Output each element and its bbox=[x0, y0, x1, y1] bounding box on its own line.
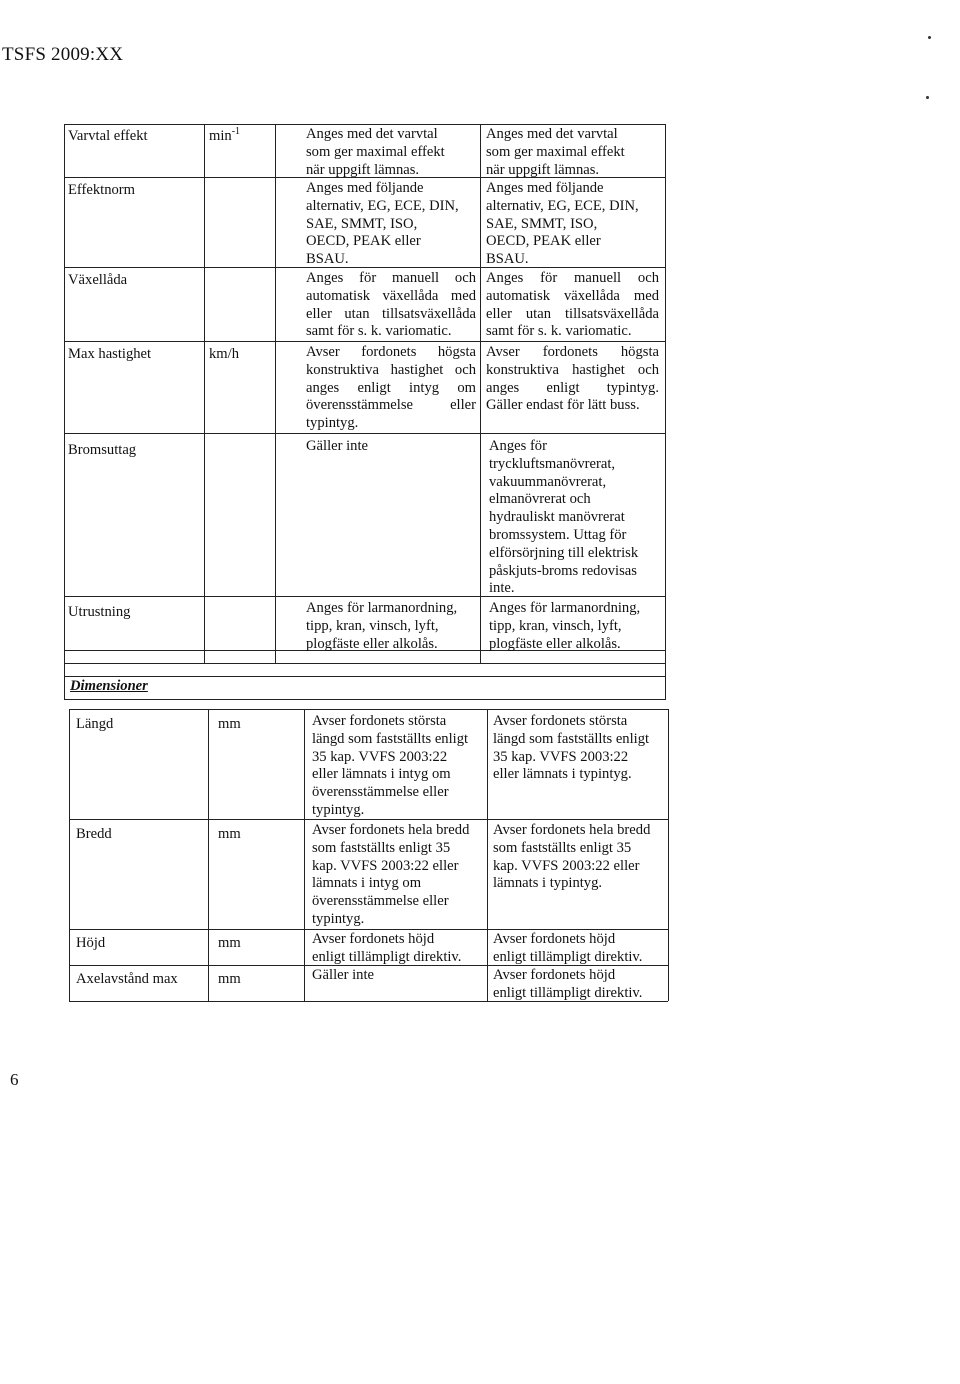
cell-line: Anges för manuell och bbox=[306, 270, 476, 286]
dim-bredd-col1 bbox=[312, 822, 484, 929]
cell-line: Avser fordonets hela bredd bbox=[312, 822, 470, 838]
cell-line: lämnats i typintyg. bbox=[493, 875, 603, 892]
cell-line: Anges med det varvtal bbox=[486, 126, 618, 142]
cell-line: Gäller inte bbox=[306, 438, 368, 454]
dim-unit: mm bbox=[218, 935, 241, 951]
dim-label-bredd: Bredd bbox=[76, 826, 112, 842]
row-label-bromsuttag: Bromsuttag bbox=[68, 442, 137, 458]
cell-line: Anges för larmanordning, bbox=[489, 600, 641, 616]
row-bromsuttag-col1 bbox=[306, 438, 476, 456]
document-header: TSFS 2009:XX bbox=[2, 44, 124, 65]
row-vaxellada-col1 bbox=[306, 270, 476, 341]
cell-line: samt för s. k. variomatic. bbox=[306, 323, 452, 340]
cell-line: tipp, kran, vinsch, lyft, bbox=[306, 617, 439, 634]
row-bromsuttag-col2 bbox=[489, 438, 661, 598]
row-utrustning-col1 bbox=[306, 600, 476, 653]
cell-line: överensstämmelse eller bbox=[312, 784, 449, 801]
cell-line: inte. bbox=[489, 580, 515, 597]
cell-line: eller lämnats i typintyg. bbox=[493, 766, 632, 783]
dim-unit: mm bbox=[218, 826, 241, 842]
cell-line: elmanövrerat och bbox=[489, 491, 591, 508]
cell-line: 35 kap. VVFS 2003:22 bbox=[312, 748, 448, 765]
cell-line: när uppgift lämnas. bbox=[486, 161, 600, 178]
cell-line: tryckluftsmanövrerat, bbox=[489, 455, 616, 472]
cell-line: Avser fordonets hela bredd bbox=[493, 822, 651, 838]
row-effektnorm-col1 bbox=[306, 180, 476, 269]
row-vaxellada-col2 bbox=[486, 270, 659, 341]
row-utrustning-col2 bbox=[489, 600, 661, 653]
row-varvtal-col2 bbox=[486, 126, 661, 179]
cell-line: eller lämnats i intyg om bbox=[312, 766, 451, 783]
cell-line: OECD, PEAK eller bbox=[306, 233, 421, 250]
cell-line: Anges med följande bbox=[306, 180, 424, 196]
cell-line: Anges med det varvtal bbox=[306, 126, 438, 142]
cell-line: påskjuts-broms redovisas bbox=[489, 562, 637, 579]
dim-langd-col1 bbox=[312, 713, 484, 820]
cell-line: alternativ, EG, ECE, DIN, bbox=[306, 197, 459, 214]
dim-axelavstand-col2 bbox=[493, 967, 665, 1003]
dim-unit: mm bbox=[218, 971, 241, 987]
cell-line: Gäller inte bbox=[312, 967, 374, 983]
unit-text: min bbox=[209, 128, 232, 144]
cell-line: kap. VVFS 2003:22 eller bbox=[312, 857, 459, 874]
dim-hojd-col1 bbox=[312, 931, 484, 967]
dim-label-langd: Längd bbox=[76, 716, 114, 732]
row-label-varvtal-effekt: Varvtal effekt bbox=[68, 128, 148, 144]
cell-line: som fastställts enligt 35 bbox=[493, 839, 632, 856]
row-label-effektnorm: Effektnorm bbox=[68, 182, 136, 198]
cell-line: Anges för bbox=[489, 438, 547, 454]
cell-line: Avser fordonets högsta bbox=[306, 344, 476, 360]
cell-line: bromssystem. Uttag för bbox=[489, 526, 627, 543]
cell-line: SAE, SMMT, ISO, bbox=[306, 215, 418, 232]
cell-line: samt för s. k. variomatic. bbox=[486, 323, 632, 340]
cell-line: hydrauliskt manövrerat bbox=[489, 509, 625, 526]
dim-bredd-col2 bbox=[493, 822, 665, 893]
scan-speck bbox=[928, 36, 931, 39]
unit-min bbox=[209, 128, 240, 146]
cell-line: när uppgift lämnas. bbox=[306, 161, 420, 178]
row-varvtal-col1 bbox=[306, 126, 476, 179]
cell-line: eller utan tillsatsväxellåda bbox=[486, 305, 659, 322]
row-effektnorm-col2 bbox=[486, 180, 661, 269]
cell-line: konstruktiva hastighet och bbox=[486, 361, 659, 378]
unit-kmh: km/h bbox=[209, 346, 239, 362]
cell-line: eller utan tillsatsväxellåda bbox=[306, 305, 476, 322]
row-label-utrustning: Utrustning bbox=[68, 604, 131, 620]
unit-superscript: -1 bbox=[231, 126, 241, 138]
cell-line: enligt tillämpligt direktiv. bbox=[312, 948, 462, 965]
dim-hojd-col2 bbox=[493, 931, 665, 967]
row-label-max-hastighet: Max hastighet bbox=[68, 346, 152, 362]
cell-line: anges enligt typintyg. bbox=[486, 379, 659, 396]
cell-line: som ger maximal effekt bbox=[486, 143, 625, 160]
cell-line: Avser fordonets högsta bbox=[486, 344, 659, 360]
dimensions-heading: Dimensioner bbox=[70, 678, 148, 694]
cell-line: Avser fordonets höjd bbox=[312, 931, 435, 947]
cell-line: Avser fordonets höjd bbox=[493, 931, 616, 947]
cell-line: alternativ, EG, ECE, DIN, bbox=[486, 197, 639, 214]
cell-line: Avser fordonets höjd bbox=[493, 967, 616, 983]
page-number: 6 bbox=[10, 1070, 19, 1089]
dim-axelavstand-col1 bbox=[312, 967, 484, 985]
cell-line: enligt tillämpligt direktiv. bbox=[493, 948, 643, 965]
cell-line: OECD, PEAK eller bbox=[486, 233, 601, 250]
dim-label-hojd: Höjd bbox=[76, 935, 106, 951]
cell-line: som ger maximal effekt bbox=[306, 143, 445, 160]
cell-line: som fastställts enligt 35 bbox=[312, 839, 451, 856]
cell-line: 35 kap. VVFS 2003:22 bbox=[493, 748, 629, 765]
cell-line: typintyg. bbox=[312, 801, 365, 818]
cell-line: BSAU. bbox=[306, 251, 349, 268]
cell-line: typintyg. bbox=[306, 415, 359, 432]
dim-label-axelavstand: Axelavstånd max bbox=[76, 971, 178, 987]
cell-line: överensstämmelse eller bbox=[312, 893, 449, 910]
cell-line: lämnats i intyg om bbox=[312, 875, 422, 892]
cell-line: automatisk växellåda med bbox=[306, 287, 476, 304]
cell-line: typintyg. bbox=[312, 910, 365, 927]
cell-line: Anges för manuell och bbox=[486, 270, 659, 286]
cell-line: SAE, SMMT, ISO, bbox=[486, 215, 598, 232]
dim-unit: mm bbox=[218, 716, 241, 732]
cell-line: enligt tillämpligt direktiv. bbox=[493, 984, 643, 1001]
cell-line: längd som fastställts enligt bbox=[493, 730, 650, 747]
dim-langd-col2 bbox=[493, 713, 665, 784]
cell-line: Anges med följande bbox=[486, 180, 604, 196]
row-max-hastighet-col1 bbox=[306, 344, 476, 433]
cell-line: Gäller endast för lätt buss. bbox=[486, 397, 640, 414]
cell-line: BSAU. bbox=[486, 251, 529, 268]
cell-line: längd som fastställts enligt bbox=[312, 730, 469, 747]
row-max-hastighet-col2 bbox=[486, 344, 659, 415]
cell-line: plogfäste eller alkolås. bbox=[489, 635, 621, 652]
cell-line: elförsörjning till elektrisk bbox=[489, 544, 639, 561]
cell-line: Avser fordonets största bbox=[312, 713, 447, 729]
cell-line: kap. VVFS 2003:22 eller bbox=[493, 857, 640, 874]
scan-speck bbox=[926, 96, 929, 99]
cell-line: automatisk växellåda med bbox=[486, 287, 659, 304]
cell-line: vakuummanövrerat, bbox=[489, 473, 607, 490]
cell-line: Avser fordonets största bbox=[493, 713, 628, 729]
row-label-vaxellada: Växellåda bbox=[68, 272, 128, 288]
cell-line: konstruktiva hastighet och bbox=[306, 361, 476, 378]
cell-line: plogfäste eller alkolås. bbox=[306, 635, 438, 652]
cell-line: anges enligt intyg om bbox=[306, 379, 476, 396]
cell-line: överensstämmelse eller bbox=[306, 397, 476, 414]
cell-line: Anges för larmanordning, bbox=[306, 600, 458, 616]
cell-line: tipp, kran, vinsch, lyft, bbox=[489, 617, 622, 634]
